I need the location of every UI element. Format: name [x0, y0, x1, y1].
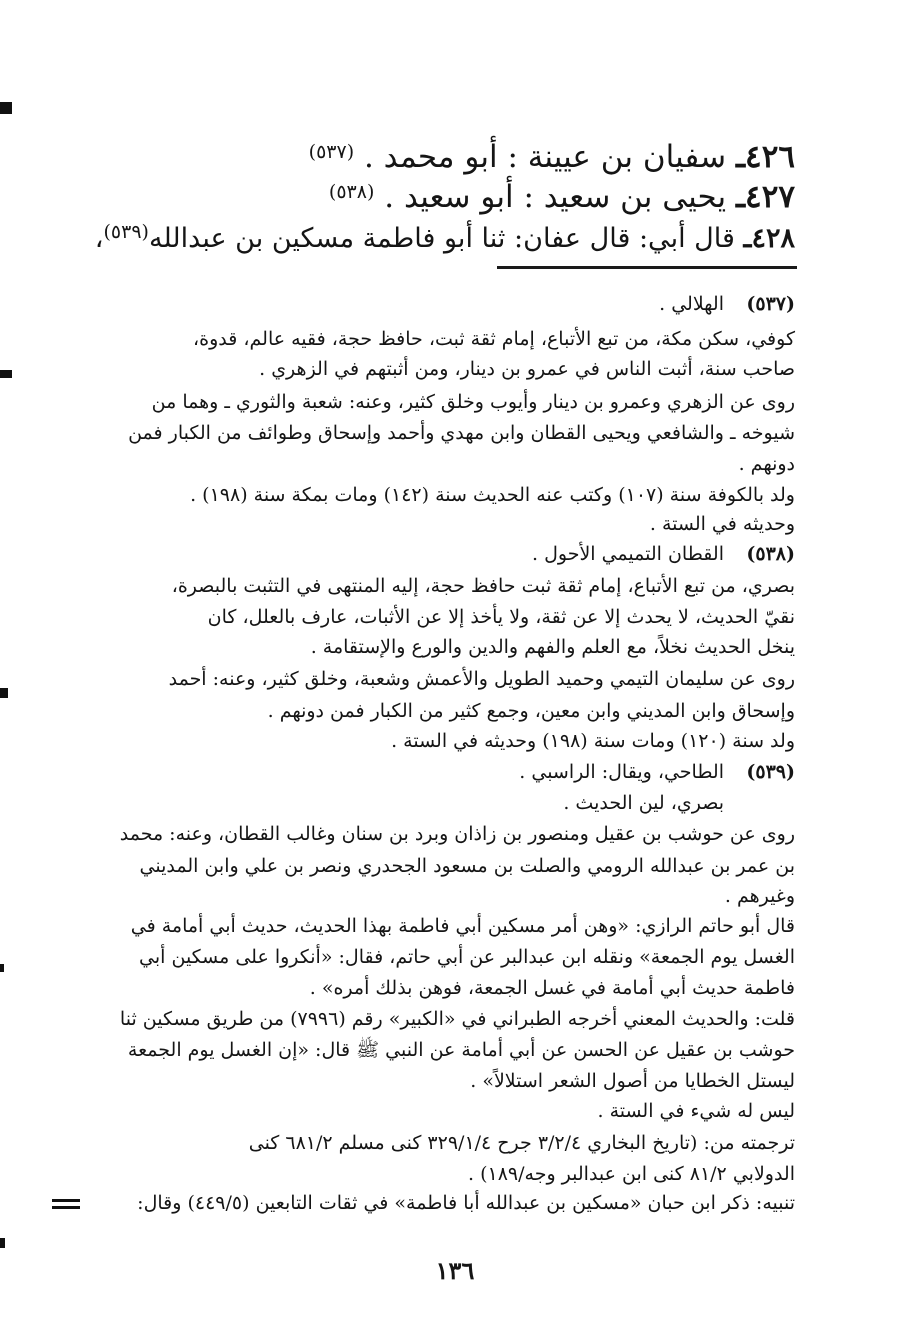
- continuation-mark: [52, 1199, 80, 1202]
- main-entry-428: [95, 212, 795, 259]
- footnote-line: روى عن سليمان التيمي وحميد الطويل والأعمش وشعبة، وخلق كثير، وعنه: أحمد: [168, 668, 795, 690]
- footnote-line: وغيرهم .: [724, 885, 795, 907]
- footnote-ref: (٥٣٩): [103, 221, 149, 243]
- footnote-number: (٥٣٩): [746, 761, 795, 783]
- footnote-line: تنبيه: ذكر ابن حبان «مسكين بن عبدالله أبا فاطمة» في ثقات التابعين (٤٤٩/٥) وقال:: [137, 1192, 795, 1214]
- footnote-line: فاطمة حديث أبي أمامة في غسل الجمعة، فوهن بذلك أمره» .: [309, 977, 795, 999]
- footnote-line: شيوخه ـ والشافعي ويحيى القطان وابن مهدي وأحمد وإسحاق وطوائف من الكبار فمن: [128, 422, 795, 444]
- footnote-line: دونهم .: [738, 453, 795, 475]
- footnote-line: وحديثه في الستة .: [649, 513, 795, 535]
- footnote-line: الهلالي .: [659, 293, 724, 315]
- footnote-line: ليستل الخطايا من أصول الشعر استلالاً» .: [470, 1070, 795, 1092]
- page-number: ١٣٦: [435, 1256, 475, 1285]
- scan-edge-mark: [0, 688, 8, 698]
- footnote-number: (٥٣٧): [746, 293, 795, 315]
- footnote-line: كوفي، سكن مكة، من تبع الأتباع، إمام ثقة ثبت، حافظ حجة، فقيه عالم، قدوة،: [193, 328, 795, 350]
- entry-number: ٤٢٧ـ: [735, 179, 795, 215]
- footnote-line: روى عن الزهري وعمرو بن دينار وأيوب وخلق كثير، وعنه: شعبة والثوري ـ وهما من: [151, 391, 795, 413]
- footnote-number: (٥٣٨): [746, 543, 795, 565]
- footnote-separator: [497, 266, 797, 269]
- footnote-line: الغسل يوم الجمعة» ونقله ابن عبدالبر عن أبي حاتم، فقال: «أنكروا على مسكين أبي: [139, 946, 795, 968]
- footnote-line: بصري، من تبع الأتباع، إمام ثقة ثبت حافظ حجة، إليه المنتهى في التثبت بالبصرة،: [171, 575, 795, 597]
- scan-edge-mark: [0, 1238, 5, 1248]
- footnote-line: وإسحاق وابن المديني وابن معين، وجمع كثير من الكبار فمن دونهم .: [267, 700, 795, 722]
- entry-text: قال أبي: قال عفان: ثنا أبو فاطمة مسكين بن عبدالله: [148, 223, 735, 254]
- main-entry-426: [309, 132, 795, 177]
- footnote-line: الطاحي، ويقال: الراسبي .: [519, 761, 724, 783]
- footnote-line: ترجمته من: (تاريخ البخاري ٣/٢/٤ جرح ٣٢٩/١/٤ كنى مسلم ٦٨١/٢ كنى: [248, 1132, 795, 1154]
- scan-edge-mark: [0, 102, 12, 114]
- footnote-line: بصري، لين الحديث .: [563, 792, 724, 814]
- footnote-line: قال أبو حاتم الرازي: «وهن أمر مسكين أبي فاطمة بهذا الحديث، حديث أبي أمامة في: [130, 915, 795, 937]
- footnote-line: صاحب سنة، أثبت الناس في عمرو بن دينار، ومن أثبتهم في الزهري .: [259, 358, 795, 380]
- entry-text: سفيان بن عيينة : أبو محمد .: [363, 139, 727, 175]
- footnote-line: ليس له شيء في الستة .: [597, 1100, 795, 1122]
- footnote-ref: (٥٣٨): [328, 181, 375, 203]
- footnote-line: ولد بالكوفة سنة (١٠٧) وكتب عنه الحديث سنة (١٤٢) ومات بمكة سنة (١٩٨) .: [190, 484, 795, 506]
- footnote-line: روى عن حوشب بن عقيل ومنصور بن زاذان وبرد بن سنان وغالب القطان، وعنه: محمد: [119, 823, 795, 845]
- scan-edge-mark: [0, 964, 4, 972]
- scan-edge-mark: [0, 370, 12, 378]
- main-entry-427: [329, 172, 795, 217]
- entry-number: ٤٢٦ـ: [735, 139, 795, 175]
- footnote-line: حوشب بن عقيل عن الحسن عن أبي أمامة عن النبي ﷺ قال: «إن الغسل يوم الجمعة: [127, 1039, 795, 1061]
- entry-number: ٤٢٨ـ: [743, 223, 795, 254]
- entry-text: يحيى بن سعيد : أبو سعيد .: [384, 179, 727, 215]
- continuation-mark: [52, 1206, 80, 1209]
- footnote-line: القطان التميمي الأحول .: [532, 543, 724, 565]
- footnote-line: الدولابي ٨١/٢ كنى ابن عبدالبر وجه/١٨٩) .: [467, 1163, 795, 1185]
- footnote-ref: (٥٣٧): [308, 141, 355, 163]
- footnote-line: بن عمر بن عبدالله الرومي والصلت بن مسعود الجحدري ونصر بن علي وابن المديني: [139, 855, 795, 877]
- footnote-line: قلت: والحديث المعني أخرجه الطبراني في «الكبير» رقم (٧٩٩٦) من طريق مسكين ثنا: [119, 1008, 795, 1030]
- footnote-line: نقيّ الحديث، لا يحدث إلا عن ثقة، ولا يأخذ إلا عن الأثبات، عارف بالعلل، كان: [207, 606, 795, 628]
- entry-tail: ،: [94, 223, 104, 254]
- footnote-line: ينخل الحديث نخلاً، مع العلم والفهم والدين والورع والإستقامة .: [310, 636, 795, 658]
- footnote-line: ولد سنة (١٢٠) ومات سنة (١٩٨) وحديثه في الستة .: [391, 730, 795, 752]
